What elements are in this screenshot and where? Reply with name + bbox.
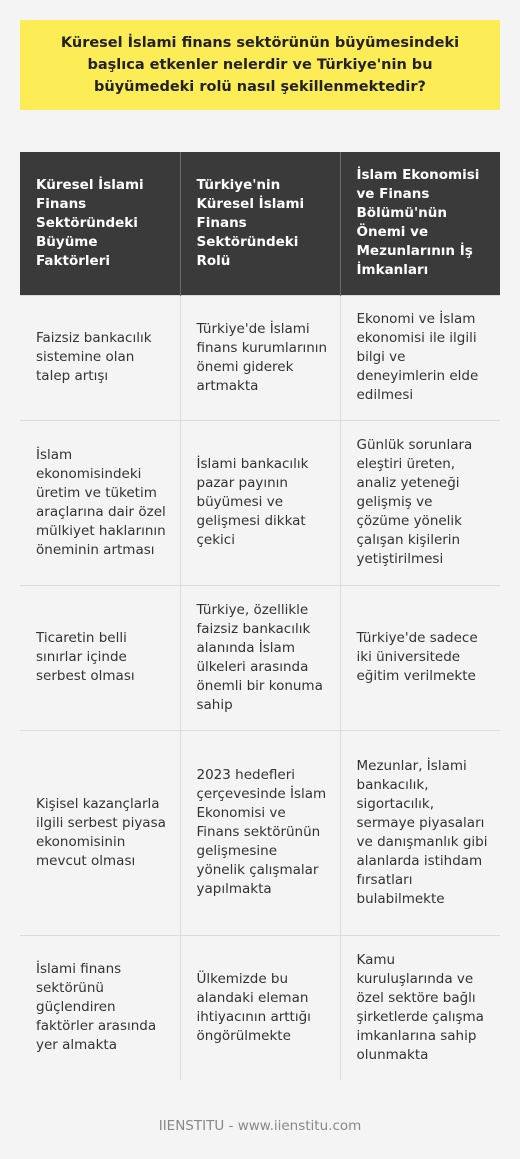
column-header-turkey-role: Türkiye'nin Küresel İslami Finans Sektöründeki Rolü [180,152,340,295]
table-cell: Ekonomi ve İslam ekonomisi ile ilgili bilgi ve deneyimlerin elde edilmesi [340,295,500,420]
table-cell: Ticaretin belli sınırlar içinde serbest olması [20,585,180,730]
table-cell: Türkiye'de sadece iki üniversitede eğitim verilmekte [340,585,500,730]
comparison-table [20,152,500,1080]
table-cell: İslam ekonomisindeki üretim ve tüketim araçlarına dair özel mülkiyet haklarının öneminin artması [20,420,180,585]
table-cell: Mezunlar, İslami bankacılık, sigortacılık, sermaye piyasaları ve danışmanlık gibi alanlarda istihdam fırsatları bulabilmekte [340,730,500,935]
table-cell: İslami bankacılık pazar payının büyümesi ve gelişmesi dikkat çekici [180,420,340,585]
page-title: Küresel İslami finans sektörünün büyümesindeki başlıca etkenler nelerdir ve Türkiye'nin bu büyümedeki rolü nasıl şekillenmektedir? [20,20,500,110]
table-row [20,935,500,1080]
table-cell: Kamu kuruluşlarında ve özel sektöre bağlı şirketlerde çalışma imkanlarına sahip olunmakta [340,935,500,1080]
table-row [20,420,500,585]
table-cell: Türkiye'de İslami finans kurumlarının önemi giderek artmakta [180,295,340,420]
column-header-department-importance: İslam Ekonomisi ve Finans Bölümü'nün Önemi ve Mezunlarının İş İmkanları [340,152,500,295]
table-cell: İslami finans sektörünü güçlendiren faktörler arasında yer almakta [20,935,180,1080]
table-row [20,295,500,420]
table-row [20,730,500,935]
footer-attribution: IIENSTITU - www.iienstitu.com [158,1118,362,1134]
table-cell: Türkiye, özellikle faizsiz bankacılık alanında İslam ülkeleri arasında önemli bir konuma sahip [180,585,340,730]
table-header-row [20,152,500,295]
comparison-table-wrapper [20,152,500,1080]
table-cell: 2023 hedefleri çerçevesinde İslam Ekonomisi ve Finans sektörünün gelişmesine yönelik çalışmalar yapılmakta [180,730,340,935]
table-row [20,585,500,730]
table-cell: Faizsiz bankacılık sistemine olan talep artışı [20,295,180,420]
table-cell: Ülkemizde bu alandaki eleman ihtiyacının arttığı öngörülmekte [180,935,340,1080]
table-cell: Günlük sorunlara eleştiri üreten, analiz yeteneği gelişmiş ve çözüme yönelik çalışan kişilerin yetiştirilmesi [340,420,500,585]
table-cell: Kişisel kazançlarla ilgili serbest piyasa ekonomisinin mevcut olması [20,730,180,935]
column-header-growth-factors: Küresel İslami Finans Sektöründeki Büyüme Faktörleri [20,152,180,295]
